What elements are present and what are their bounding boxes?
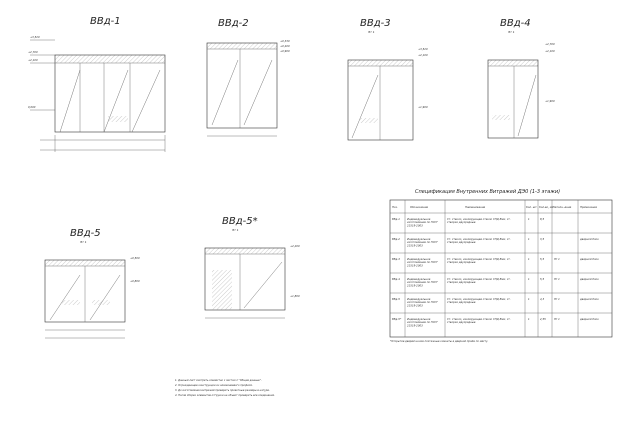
spec-cell-area: 4,3 [540, 298, 545, 301]
spec-cell-note: дверной блок [580, 278, 599, 281]
title-vvd2: ВВд-2 [218, 18, 249, 29]
spec-cell-note: дверной блок [580, 318, 599, 321]
spec-cell-area: 3,5 [540, 238, 545, 241]
spec-cell-fill: Эт 1 [554, 298, 560, 301]
header-qty: Кол. шт. [526, 206, 538, 209]
note-3: 3. До изготовления витражей проверить проектные размеры в натуре. [175, 389, 270, 392]
level-label: Эт 1 [508, 30, 515, 34]
spec-cell-pos: ВВд-3 [392, 258, 400, 261]
note-2: 2. Ограждающие конструкции из алюминиевого профиля. [175, 384, 253, 387]
spec-cell-note: дверной блок [580, 258, 599, 261]
spec-cell-qty: 1 [528, 218, 530, 221]
level-label: Эт 1 [232, 228, 239, 232]
dim-label: +0,800 [130, 280, 140, 283]
spec-cell-qty: 1 [528, 238, 530, 241]
spec-cell-pos: ВВд-5* [392, 318, 402, 321]
dim-label: +3,520 [30, 36, 40, 39]
dim-label: +2,100 [545, 50, 555, 53]
spec-cell-area: 5,5 [540, 278, 545, 281]
spec-cell-note: дверной блок [580, 238, 599, 241]
spec-cell-qty: 1 [528, 278, 530, 281]
dim-label: +0,400 [280, 45, 290, 48]
header-area: Кол-во, м2 [539, 206, 554, 209]
spec-cell-area: 5,5 [540, 258, 545, 261]
spec-cell-area: 2,55 [540, 318, 546, 321]
spec-cell-area: 8,5 [540, 218, 545, 221]
header-name: Наименование [465, 206, 486, 209]
note-1: 1. Данный лист смотреть совместно с листом 1 "Общие данные". [175, 379, 262, 382]
dim-label: +3,520 [418, 48, 428, 51]
spec-cell-desig: Индивидуальное изготовление по ГОСТ 21519-2003 [407, 318, 438, 328]
dim-label: 0,000 [28, 106, 36, 109]
spec-footnote: *Открытие дверей на все поэтажные комнаты в дверной проём по месту. [390, 340, 489, 343]
spec-cell-name: Ст. стекло, изолирующее стекло СПД 8мм; ст. створки двухрядные [447, 258, 511, 265]
dim-label: +2,200 [290, 245, 300, 248]
spec-cell-fill: Эт 1 [554, 258, 560, 261]
spec-cell-qty: 1 [528, 318, 530, 321]
dim-label: +0,500 [130, 257, 140, 260]
title-vvd3: ВВд-3 [360, 18, 391, 29]
spec-cell-pos: ВВд-1 [392, 218, 400, 221]
spec-cell-qty: 1 [528, 258, 530, 261]
dim-label: +2,100 [418, 54, 428, 57]
header-note: Примечание [580, 206, 597, 209]
spec-cell-pos: ВВд-2 [392, 238, 400, 241]
title-vvd4: ВВд-4 [500, 18, 531, 29]
title-vvd1: ВВд-1 [90, 16, 121, 27]
dim-label: +2,700 [28, 51, 38, 54]
header-designation: Обозначение [410, 206, 428, 209]
spec-cell-desig: Индивидуальное изготовление по ГОСТ 21519-2003 [407, 218, 438, 228]
spec-cell-name: Ст. стекло, изолирующее стекло СПД 8мм; ст. створки двухрядные [447, 298, 511, 305]
spec-cell-pos: ВВд-5 [392, 298, 400, 301]
spec-cell-desig: Индивидуальное изготовление по ГОСТ 21519-2003 [407, 258, 438, 268]
spec-cell-desig: Индивидуальное изготовление по ГОСТ 21519-2003 [407, 238, 438, 248]
header-fill: Заполн.-ение [553, 206, 572, 209]
spec-title: Спецификация Внутренних Витражей ДЭ0 (1-3 этажи) [415, 189, 561, 195]
dim-label: +0,900 [280, 50, 290, 53]
dim-label: +2,100 [28, 59, 38, 62]
level-label: Эт 1 [80, 240, 87, 244]
dim-label: +1,900 [418, 106, 428, 109]
spec-cell-pos: ВВд-4 [392, 278, 400, 281]
level-label: Эт 1 [368, 30, 375, 34]
spec-cell-name: Ст. стекло, изолирующее стекло СПД 8мм; ст. створки двухрядные [447, 218, 511, 225]
spec-cell-fill: Эт 1 [554, 318, 560, 321]
spec-cell-name: Ст. стекло, изолирующее стекло СПД 8мм; ст. створки двухрядные [447, 238, 511, 245]
spec-cell-desig: Индивидуальное изготовление по ГОСТ 21519-2003 [407, 298, 438, 308]
dim-label: +2,700 [545, 43, 555, 46]
hatch-header [55, 55, 165, 63]
spec-cell-note: дверной блок [580, 298, 599, 301]
title-vvd5: ВВд-5 [70, 228, 101, 239]
title-vvd5-star: ВВд-5* [222, 216, 258, 227]
spec-cell-fill: Эт 1 [554, 278, 560, 281]
spec-cell-desig: Индивидуальное изготовление по ГОСТ 21519-2003 [407, 278, 438, 288]
dim-label: +1,900 [545, 100, 555, 103]
header-pos: Поз. [392, 206, 398, 209]
spec-cell-name: Ст. стекло, изолирующее стекло СПД 8мм; ст. створки двухрядные [447, 278, 511, 285]
dim-label: +0,330 [280, 40, 290, 43]
dim-label: +1,800 [290, 295, 300, 298]
note-4: 4. После сборки элементов отгрузки на объект проверить все соединения. [175, 394, 275, 397]
spec-cell-qty: 1 [528, 298, 530, 301]
spec-cell-name: Ст. стекло, изолирующее стекло СПД 8мм; ст. створки двухрядные [447, 318, 511, 325]
